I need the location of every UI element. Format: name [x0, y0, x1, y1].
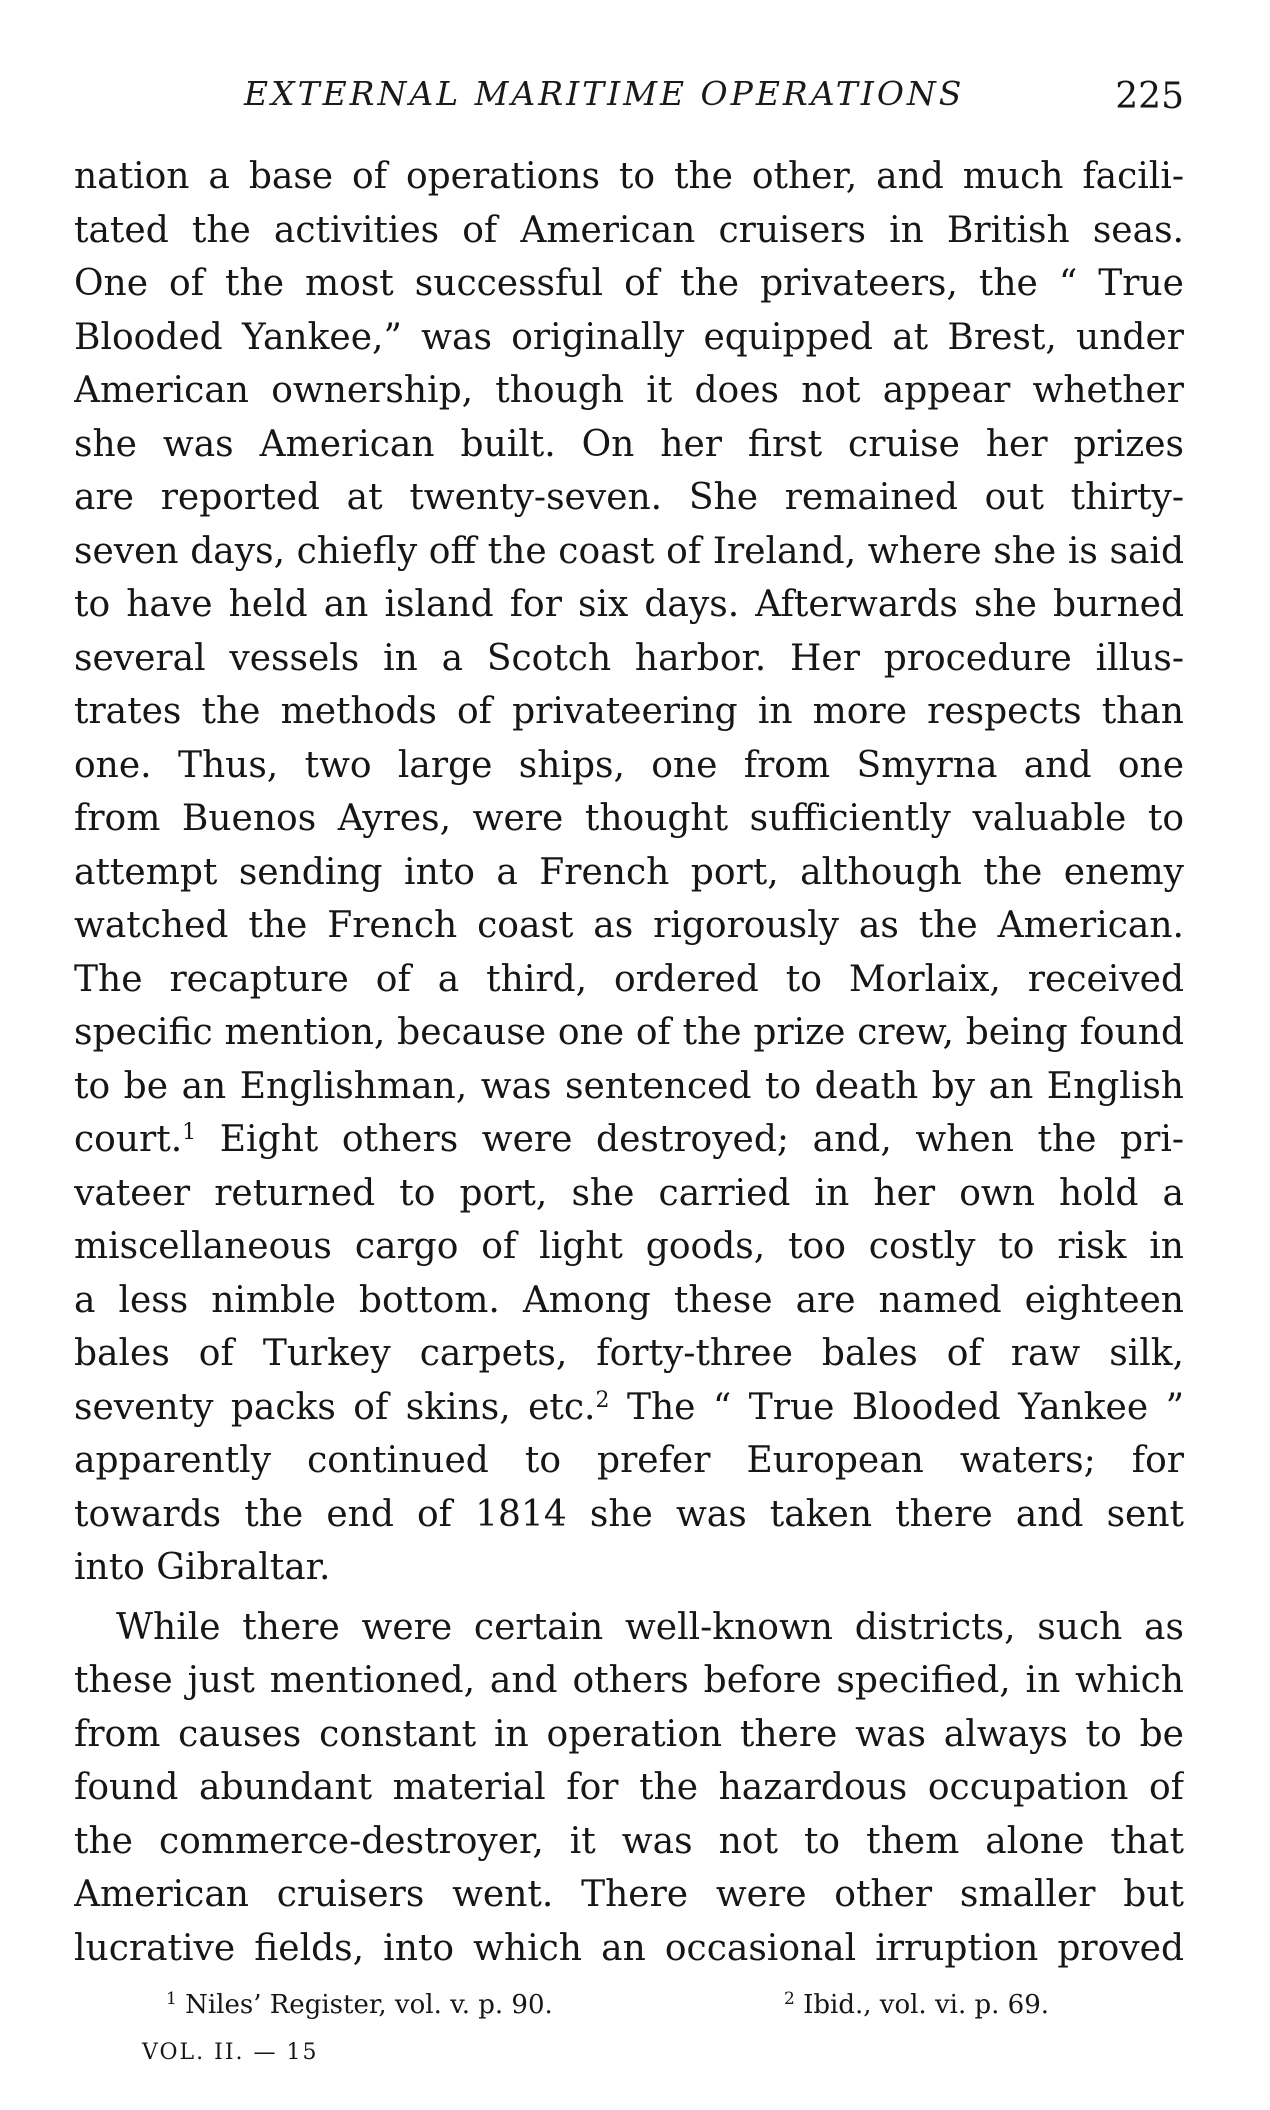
footnote-ref-2[interactable]: 2 — [595, 1387, 610, 1413]
text-line: nation a base of operations to the other, and much facili- — [74, 156, 1184, 197]
text-fragment: court. — [74, 1119, 183, 1160]
footnote-marker: 2 — [784, 1989, 795, 2009]
footnote-ref-1[interactable]: 1 — [182, 1120, 197, 1145]
text-line: bales of Turkey carpets, forty-three bales of raw silk, — [74, 1333, 1184, 1374]
text-line: from causes constant in operation there was always to be — [74, 1713, 1184, 1755]
text-fragment: The “ True Blooded Yankee ” — [609, 1386, 1184, 1428]
text-line: watched the French coast as rigorously as the American. — [74, 905, 1184, 946]
text-line: towards the end of 1814 she was taken there and sent — [74, 1493, 1184, 1535]
footnote-marker: 1 — [166, 1989, 177, 2009]
text-line: trates the methods of privateering in more respects than — [74, 691, 1184, 732]
footnote-text: Ibid., vol. vi. p. 69. — [803, 1990, 1050, 2020]
text-line: One of the most successful of the privateers, the “ True — [74, 263, 1184, 304]
text-fragment: Eight others were destroyed; and, when the pri- — [196, 1119, 1184, 1160]
page-number: 225 — [1115, 76, 1184, 117]
text-line: a less nimble bottom. Among these are named eighteen — [74, 1279, 1184, 1321]
text-line — [74, 1113, 1184, 1167]
text-line — [74, 1381, 1184, 1435]
running-header — [74, 64, 1184, 117]
footnote-text: Niles’ Register, vol. v. p. 90. — [185, 1990, 553, 2020]
text-line: these just mentioned, and others before specified, in which — [74, 1660, 1184, 1701]
text-fragment: seventy packs of skins, etc. — [74, 1386, 596, 1428]
footnotes — [74, 1990, 1184, 2030]
text-line: Blooded Yankee,” was originally equipped at Brest, under — [74, 316, 1184, 358]
text-line: from Buenos Ayres, were thought sufficiently valuable to — [74, 798, 1184, 839]
text-line: are reported at twenty-seven. She remained out thirty- — [74, 477, 1184, 518]
text-line: While there were certain well-known districts, such as — [116, 1606, 1184, 1648]
text-line: apparently continued to prefer European waters; for — [74, 1440, 1184, 1481]
text-line: seven days, chiefly off the coast of Ireland, where she is said — [74, 530, 1184, 572]
signature-mark: VOL. II. — 15 — [142, 2040, 319, 2065]
text-line: found abundant material for the hazardous occupation of — [74, 1767, 1184, 1808]
text-line: the commerce-destroyer, it was not to them alone that — [74, 1820, 1184, 1862]
text-line: tated the activities of American cruisers in British seas. — [74, 209, 1184, 251]
text-line: specific mention, because one of the prize crew, being found — [74, 1012, 1184, 1053]
running-title: EXTERNAL MARITIME OPERATIONS — [244, 74, 965, 113]
text-line: American ownership, though it does not appear whether — [74, 370, 1184, 411]
text-line: she was American built. On her first cruise her prizes — [74, 423, 1184, 465]
text-line: attempt sending into a French port, although the enemy — [74, 851, 1184, 893]
text-line: American cruisers went. There were other smaller but — [74, 1874, 1184, 1915]
footnote-1 — [166, 1990, 553, 2020]
footnote-2 — [784, 1990, 1049, 2020]
text-line: to be an Englishman, was sentenced to death by an English — [74, 1065, 1184, 1107]
text-line: several vessels in a Scotch harbor. Her procedure illus- — [74, 637, 1184, 679]
body-text — [74, 150, 1184, 1975]
text-line: lucrative fields, into which an occasional irruption proved — [74, 1927, 1184, 1969]
text-line: miscellaneous cargo of light goods, too costly to risk in — [74, 1226, 1184, 1267]
text-line: The recapture of a third, ordered to Morlaix, received — [74, 958, 1184, 1000]
text-line: into Gibraltar. — [74, 1547, 331, 1588]
text-line: one. Thus, two large ships, one from Smyrna and one — [74, 744, 1184, 786]
text-line: to have held an island for six days. Afterwards she burned — [74, 584, 1184, 625]
text-line: vateer returned to port, she carried in her own hold a — [74, 1172, 1184, 1214]
